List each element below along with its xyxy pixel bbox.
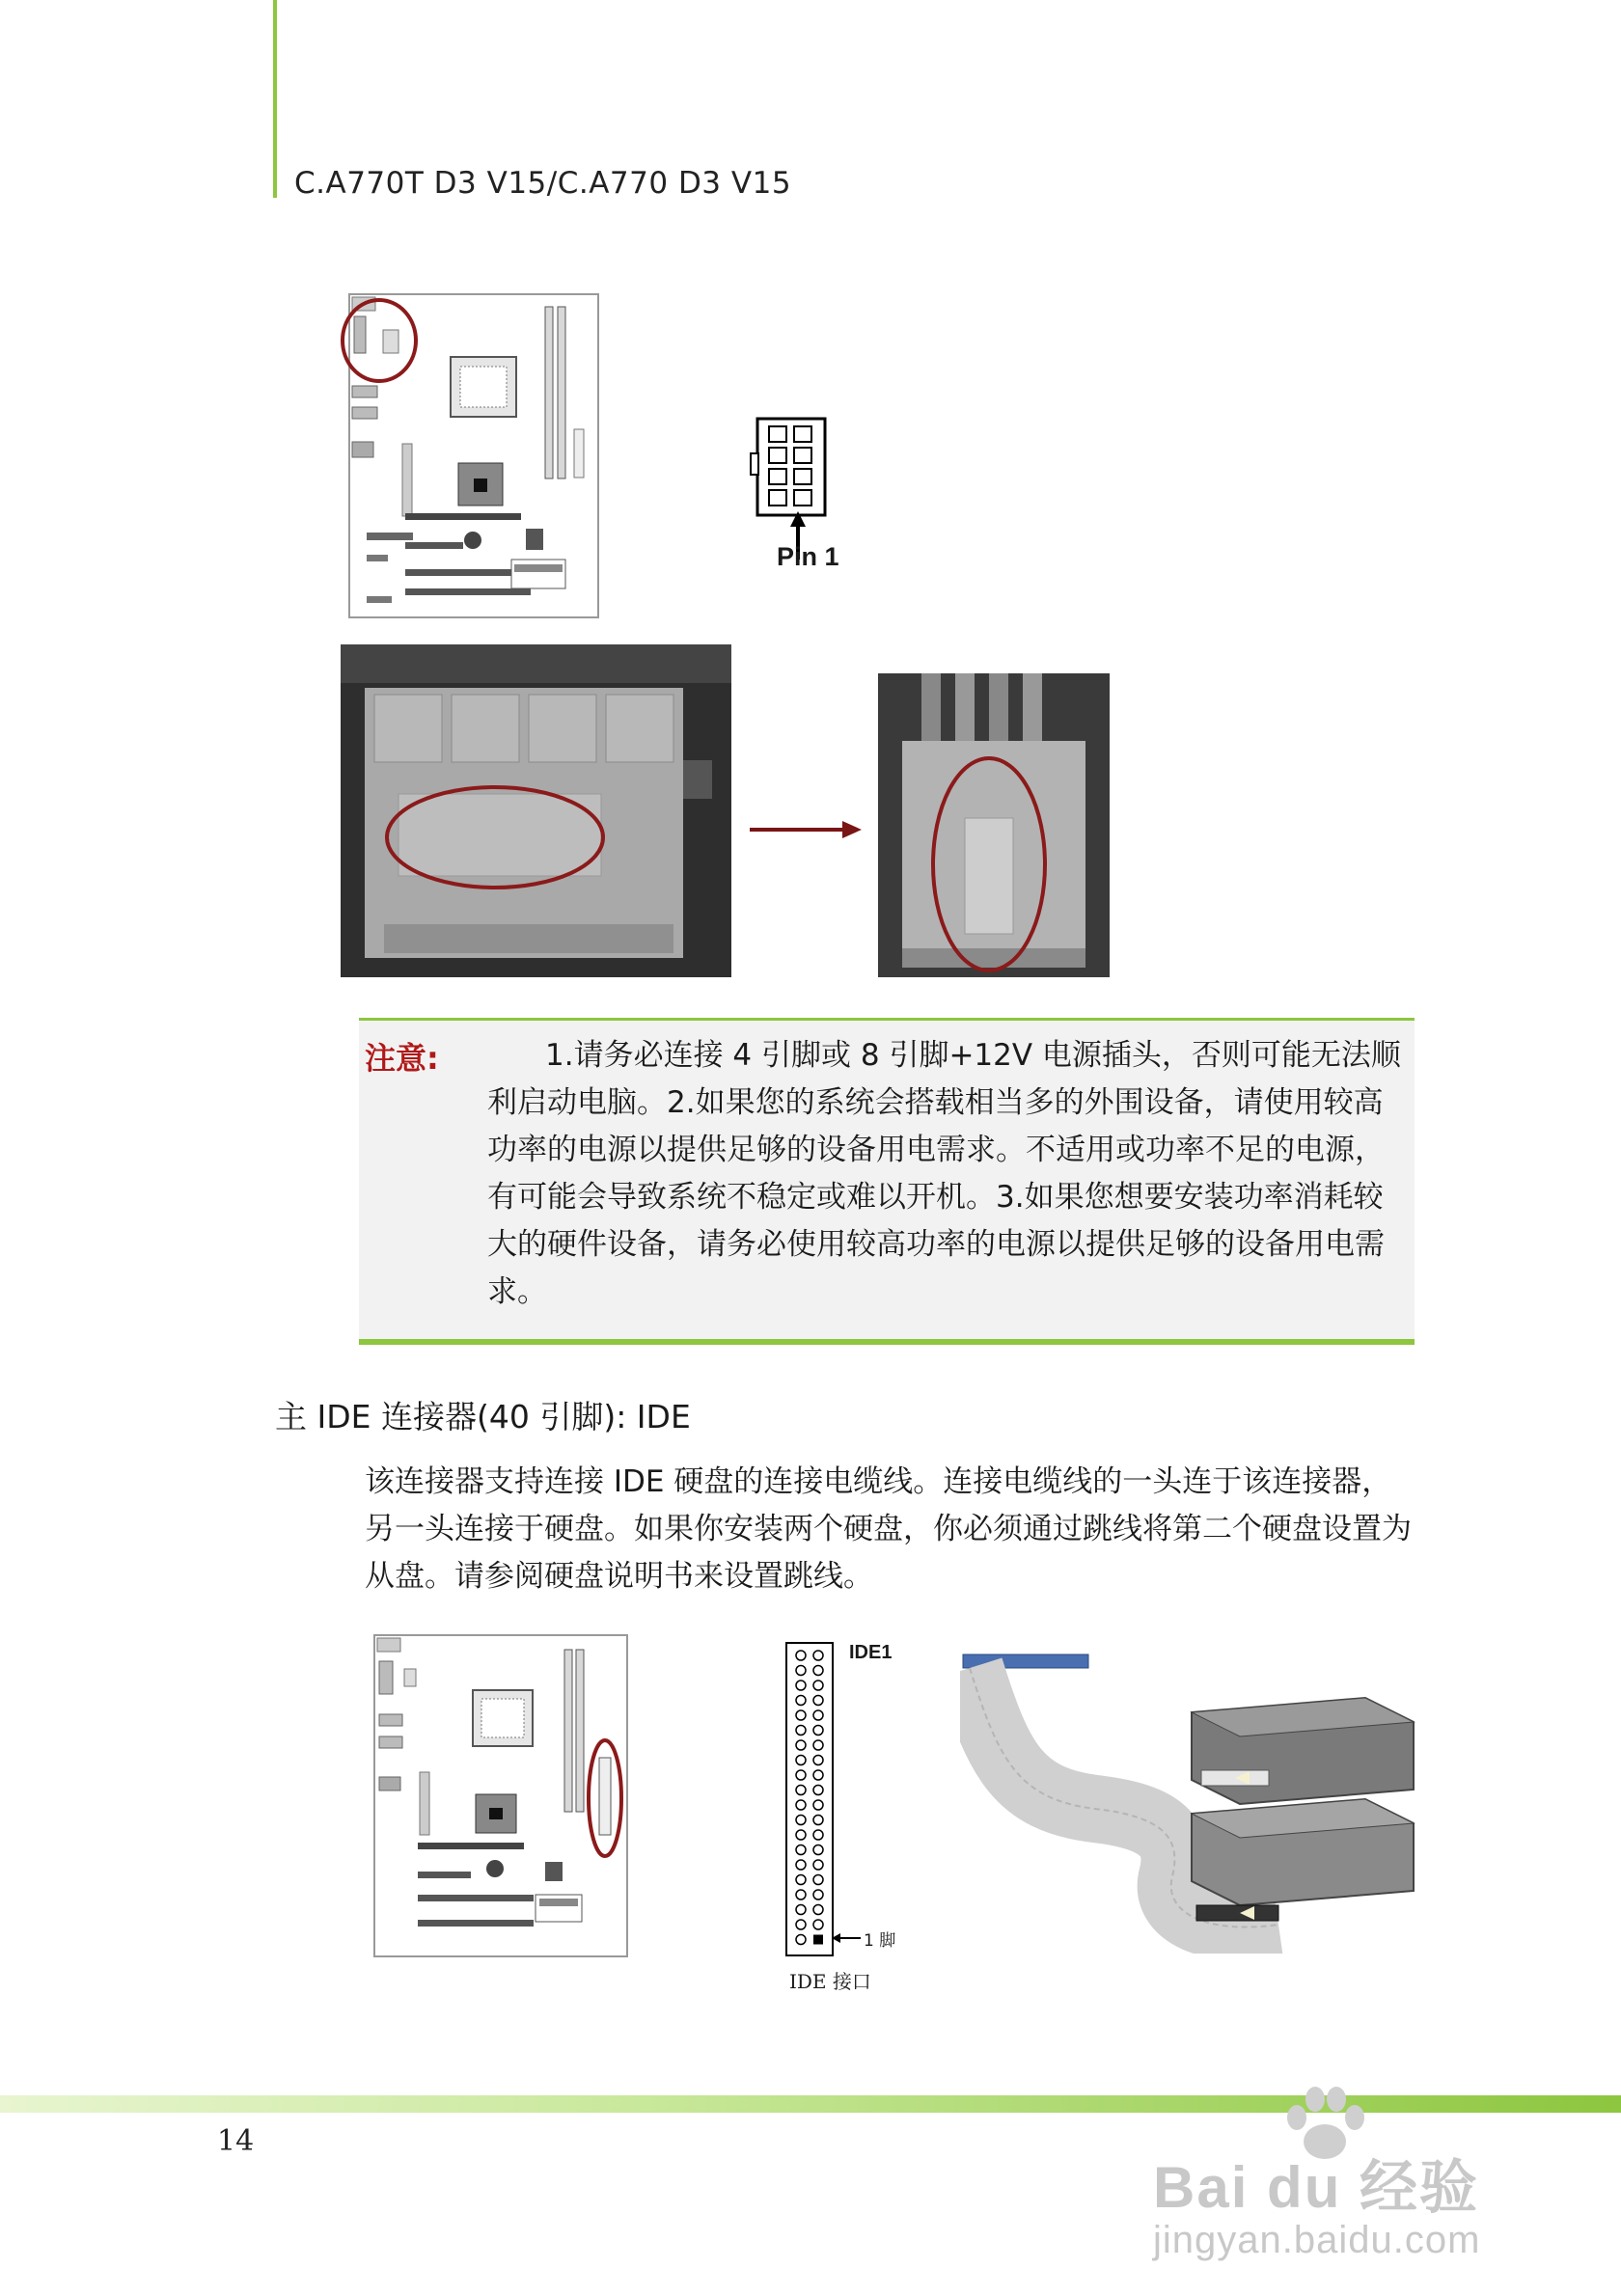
motherboard-diagram-power: [333, 289, 603, 622]
ide-cable-drives-illustration: [960, 1645, 1418, 1954]
motherboard-diagram-ide: [371, 1632, 632, 1960]
ide-section-title: [275, 1392, 691, 1437]
note-text: [487, 1032, 1409, 1316]
ide-pin-diagram: [782, 1640, 839, 1958]
watermark-url: jingyan.baidu.com: [1153, 2219, 1481, 2261]
pin1-arrow-icon: [832, 1931, 863, 1945]
footer-accent-bar: [0, 2095, 1621, 2113]
ide-section-heading: 主 IDE 连接器(40 引脚): IDE: [275, 1398, 691, 1435]
power-connector-side-photo: [878, 673, 1110, 977]
ide-description: 该连接器支持连接 IDE 硬盘的连接电缆线。连接电缆线的一头连于该连接器，另一头连接于硬盘。如果你安装两个硬盘，你必须通过跳线将第二个硬盘设置为从盘。请参阅硬盘说明书来设置跳线。: [365, 1464, 1412, 1594]
note-label: 注意:: [365, 1040, 439, 1077]
header-accent-line: [273, 0, 277, 198]
ide-caption: IDE 接口: [789, 1970, 871, 1993]
ide-connector-name: IDE1: [849, 1642, 893, 1663]
ide-pin1-label: 1 脚: [864, 1931, 896, 1951]
header-model: C.A770T D3 V15/C.A770 D3 V15: [294, 166, 792, 201]
note-body: 1.请务必连接 4 引脚或 8 引脚+12V 电源插头，否则可能无法顺利启动电脑。2.如果您的系统会搭载相当多的外围设备，请使用较高功率的电源以提供足够的设备用电需求。不适用或功率不足的电源，有可能会导致系统不稳定或难以开机。3.如果您想要安装功率消耗较大的硬件设备，请务必使用较高功率的电源以提供足够的设备用电需求。: [487, 1038, 1401, 1309]
page-number: 14: [217, 2124, 255, 2158]
power-connector-photo: [341, 644, 731, 977]
watermark-brand: Bai du 经验: [1153, 2155, 1480, 2220]
right-arrow-icon: [748, 818, 864, 841]
pin1-label: Pin 1: [777, 542, 839, 571]
